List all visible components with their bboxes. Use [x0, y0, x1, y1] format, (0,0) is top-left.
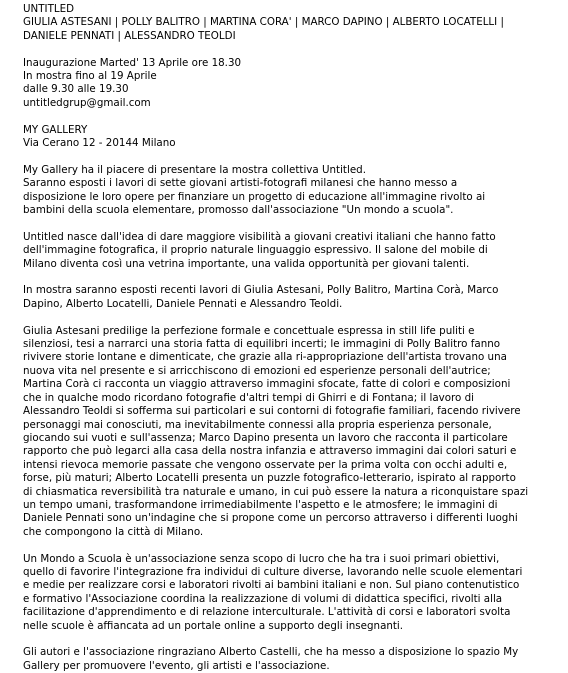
paragraph-line: Untitled nasce dall'idea di dare maggiore visibilità a giovani creativi italiani che hanno fatto: [23, 230, 496, 243]
paragraph-line: personaggi mai conosciuti, ma inevitabilmente connessi alla propria esperienza personale,: [23, 418, 492, 431]
opening-hours: dalle 9.30 alle 19.30: [23, 83, 129, 96]
artists-line-1: GIULIA ASTESANI | POLLY BALITRO | MARTINA CORA' | MARCO DAPINO | ALBERTO LOCATELLI |: [23, 16, 504, 29]
paragraph-line: di chiasmatica reversibilità tra naturale e umano, in cui può essere la natura a riconquistare spazi: [23, 485, 529, 498]
header-block: [23, 3, 563, 43]
paragraph-line: rivivere storie lontane e dimenticate, che grazie alla ri-appropriazione dell'artista trovano una: [23, 351, 507, 364]
paragraph-line: Alessandro Teoldi si sofferma sui particolari e sui contorni di fotografie familiari, facendo rivivere: [23, 405, 521, 418]
venue-block: [23, 124, 563, 151]
paragraph-line: bambini della scuola elementare, promosso dall'associazione "Un mondo a scuola".: [23, 204, 454, 217]
venue-name: MY GALLERY: [23, 123, 88, 136]
body-paragraph-4: [23, 325, 563, 540]
event-details: [23, 57, 563, 111]
paragraph-line: nuova vita nel presente e si arricchiscono di emozioni ed esperienze personali dell'autrice;: [23, 364, 491, 377]
paragraph-line: un tempo umani, trasformandone irrimediabilmente l'aspetto e le atmosfere; le immagini di: [23, 498, 498, 511]
paragraph-line: My Gallery ha il piacere di presentare la mostra collettiva Untitled.: [23, 163, 366, 176]
paragraph-line: Milano diventa così una vetrina importante, una valida opportunità per giovani talenti.: [23, 257, 470, 270]
opening-date: Inaugurazione Marted' 13 Aprile ore 18.30: [23, 56, 242, 69]
paragraph-line: disposizione le loro opere per finanziare un progetto di educazione all'immagine rivolto ai: [23, 190, 486, 203]
body-paragraph-5: [23, 553, 563, 633]
body-paragraph-3: [23, 284, 563, 311]
paragraph-line: facilitazione d'apprendimento e di relazione interculturale. L'attività di corsi e laboratori svolta: [23, 606, 511, 619]
paragraph-line: nelle scuole è affiancata ad un portale online a supporto degli insegnanti.: [23, 619, 404, 632]
body-paragraph-1: [23, 164, 563, 218]
paragraph-line: Martina Corà ci racconta un viaggio attraverso immagini sfocate, fatte di colori e composizioni: [23, 378, 511, 391]
paragraph-line: Gallery per promuovere l'evento, gli artisti e l'associazione.: [23, 659, 330, 672]
document-page: [23, 3, 563, 673]
paragraph-line: Dapino, Alberto Locatelli, Daniele Pennati e Alessandro Teoldi.: [23, 297, 343, 310]
body-paragraph-6: [23, 646, 563, 673]
paragraph-line: quello di favorire l'integrazione fra individui di culture diverse, lavorando nelle scuole elementari: [23, 565, 523, 578]
paragraph-line: silenziosi, tesi a narrarci una storia fatta di equilibri incerti; le immagini di Polly Balitro fanno: [23, 338, 501, 351]
paragraph-line: intensi rievoca memorie passate che vengono osservate per la prima volta con occhi adulti e,: [23, 458, 508, 471]
paragraph-line: In mostra saranno esposti recenti lavori di Giulia Astesani, Polly Balitro, Martina Corà, Marco: [23, 284, 499, 297]
paragraph-line: rapporto che può legarci alla casa della nostra infanzia e attraverso immagini dai colori saturi e: [23, 445, 517, 458]
paragraph-line: Gli autori e l'associazione ringraziano Alberto Castelli, che ha messo a disposizione lo spazio My: [23, 646, 519, 659]
body-paragraph-2: [23, 231, 563, 271]
contact-email: untitledgrup@gmail.com: [23, 96, 151, 109]
body-text: [23, 164, 563, 673]
venue-address: Via Cerano 12 - 20144 Milano: [23, 137, 176, 150]
paragraph-line: che compongono la città di Milano.: [23, 525, 204, 538]
paragraph-line: giocando sui vuoti e sull'assenza; Marco Dapino presenta un lavoro che racconta il particolare: [23, 431, 508, 444]
paragraph-line: Un Mondo a Scuola è un'associazione senza scopo di lucro che ha tra i suoi primari obiettivi,: [23, 552, 500, 565]
paragraph-line: Saranno esposti i lavori di sette giovani artisti-fotografi milanesi che hanno messo a: [23, 177, 458, 190]
paragraph-line: dell'immagine fotografica, il proprio naturale linguaggio espressivo. Il salone del mobile di: [23, 244, 488, 257]
paragraph-line: e medie per realizzare corsi e laboratori rivolti ai bambini italiani e non. Sul piano contenutistico: [23, 579, 520, 592]
paragraph-line: forse, più maturi; Alberto Locatelli presenta un puzzle fotografico-letterario, ispirato al rapporto: [23, 472, 516, 485]
paragraph-line: Daniele Pennati sono un'indagine che si propone come un percorso attraverso i differenti luoghi: [23, 512, 518, 525]
exhibition-title: UNTITLED: [23, 3, 75, 15]
paragraph-line: e formativo l'Associazione coordina la realizzazione di volumi di didattica specifici, rivolti alla: [23, 592, 503, 605]
paragraph-line: che in qualche modo ricordano fotografie d'altri tempi di Ghirri e di Fontana; il lavoro di: [23, 391, 475, 404]
artists-line-2: DANIELE PENNATI | ALESSANDRO TEOLDI: [23, 29, 236, 42]
paragraph-line: Giulia Astesani predilige la perfezione formale e concettuale espressa in still life puliti e: [23, 324, 475, 337]
closing-date: In mostra fino al 19 Aprile: [23, 70, 157, 83]
